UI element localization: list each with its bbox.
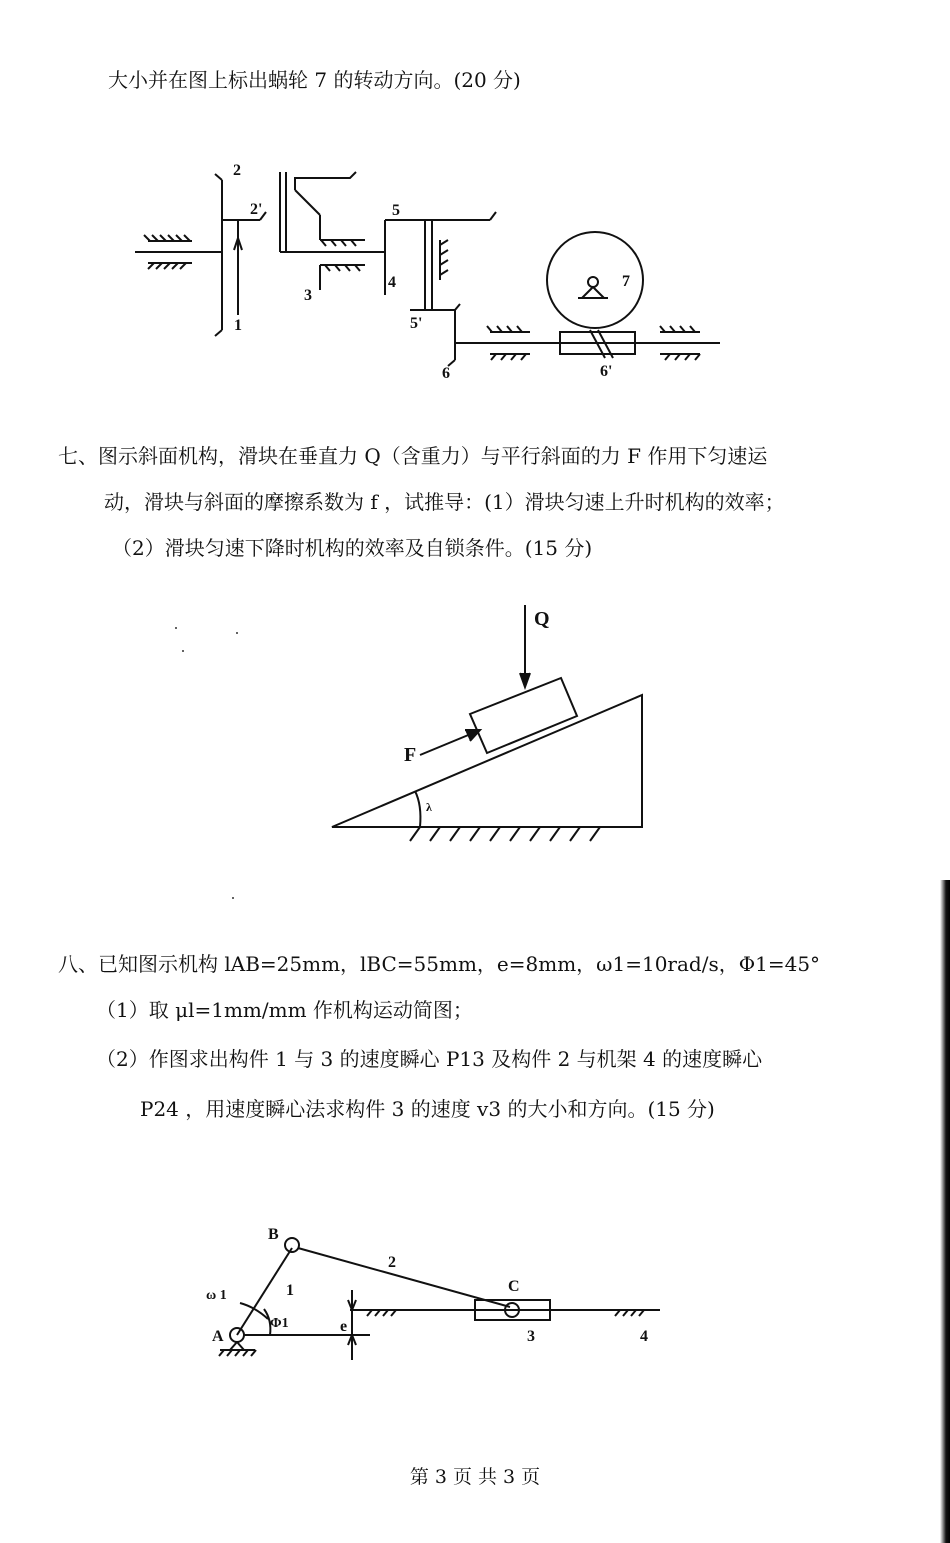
label-4: 4 — [388, 274, 396, 291]
speck — [236, 632, 238, 634]
label-omega: ω 1 — [206, 1288, 227, 1303]
q8-line4: P24 ，用速度瞬心法求构件 3 的速度 v3 的大小和方向。(15 分) — [140, 1097, 715, 1121]
q7-line3: （2）滑块匀速下降时机构的效率及自锁条件。(15 分) — [112, 536, 593, 560]
q7-line2: 动，滑块与斜面的摩擦系数为 f ，试推导：(1）滑块匀速上升时机构的效率； — [104, 490, 785, 514]
label-2-prime: 2' — [250, 201, 263, 218]
label-frame: 4 — [640, 1328, 648, 1345]
label-3: 3 — [304, 287, 312, 304]
speck — [232, 897, 234, 899]
q8-line1: 八、已知图示机构 lAB=25mm，lBC=55mm，e=8mm，ω1=10rad/s，Φ1=45° — [58, 952, 821, 976]
scan-edge-mask — [940, 0, 950, 880]
label-a: A — [212, 1328, 224, 1345]
incline-figure — [320, 595, 660, 860]
label-link2: 2 — [388, 1254, 396, 1271]
gear-train-figure — [130, 150, 730, 385]
label-b: B — [268, 1226, 279, 1243]
q8-line2: （1）取 μl=1mm/mm 作机构运动简图； — [96, 998, 473, 1022]
label-1: 1 — [234, 317, 242, 334]
label-6: 6 — [442, 365, 450, 382]
label-2: 2 — [233, 162, 241, 179]
label-6-prime: 6' — [600, 363, 613, 380]
speck — [182, 650, 184, 652]
q7-line1: 七、图示斜面机构，滑块在垂直力 Q（含重力）与平行斜面的力 F 作用下匀速运 — [58, 444, 768, 468]
label-lambda: λ — [426, 800, 432, 814]
page-footer: 第 3 页 共 3 页 — [409, 1466, 541, 1488]
label-q: Q — [534, 608, 550, 630]
label-link3: 3 — [527, 1328, 535, 1345]
label-c: C — [508, 1278, 520, 1295]
label-e: e — [340, 1318, 348, 1335]
label-5: 5 — [392, 202, 400, 219]
slider-crank-figure — [200, 1225, 670, 1370]
q6-tail-text: 大小并在图上标出蜗轮 7 的转动方向。(20 分) — [108, 68, 521, 92]
label-link1: 1 — [286, 1282, 294, 1299]
label-phi: Φ1 — [270, 1316, 289, 1331]
speck — [175, 627, 177, 629]
label-f: F — [404, 744, 417, 766]
label-5-prime: 5' — [410, 315, 423, 332]
label-7: 7 — [622, 273, 630, 290]
q8-line3: （2）作图求出构件 1 与 3 的速度瞬心 P13 及构件 2 与机架 4 的速度瞬心 — [96, 1047, 763, 1071]
